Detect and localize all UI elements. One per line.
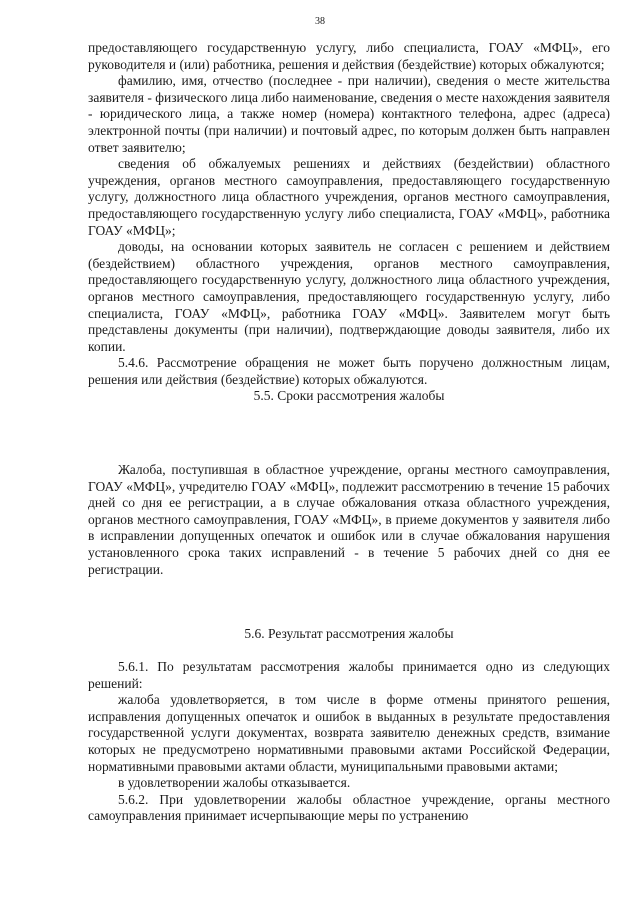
text-block-56	[88, 626, 610, 643]
paragraph: Жалоба, поступившая в областное учреждение, органы местного самоуправления, ГОАУ «МФЦ», учредителю ГОАУ «МФЦ», подлежит рассмотрению в течение 15 рабочих дней со дня ее регистрации, а в случае обжалования отказа областного учреждения, органов местного самоуправления, ГОАУ «МФЦ», в приеме документов у заявителя либо в исправлении допущенных опечаток и ошибок или в случае обжалования нарушения установленного срока таких исправлений - в течение 5 рабочих дней со дня ее регистрации.	[88, 462, 610, 577]
paragraph: в удовлетворении жалобы отказывается.	[118, 775, 351, 791]
paragraph: жалоба удовлетворяется, в том числе в форме отмены принятого решения, исправления допущенных опечаток и ошибок в выданных в результате предоставления государственной услуги документах, возврата заявителю денежных средств, взимание которых не предусмотрено нормативными правовыми актами Российской Федерации, нормативными правовыми актами области, муниципальными правовыми актами;	[88, 692, 610, 774]
paragraph: 5.4.6. Рассмотрение обращения не может быть поручено должностным лицам, решения или действия (бездействие) которых обжалуются.	[88, 355, 610, 387]
section-heading-5-6: 5.6. Результат рассмотрения жалобы	[244, 626, 454, 641]
text-block-56-body	[88, 659, 610, 825]
paragraph: 5.6.2. При удовлетворении жалобы областное учреждение, органы местного самоуправления принимает исчерпывающие меры по устранению	[88, 791, 610, 824]
paragraph: сведения об обжалуемых решениях и действиях (бездействии) областного учреждения, органов местного самоуправления, предоставляющего государственную услугу, должностного лица областного учреждения, органов местного самоуправления, предоставляющего государственную услугу либо специалиста, ГОАУ «МФЦ», работника ГОАУ «МФЦ»;	[88, 156, 610, 238]
paragraph: 5.6.1. По результатам рассмотрения жалобы принимается одно из следующих решений:	[88, 659, 610, 691]
page-number: 38	[315, 16, 325, 27]
text-block-55	[88, 462, 610, 578]
section-heading-5-5: 5.5. Сроки рассмотрения жалобы	[253, 388, 445, 404]
paragraph: доводы, на основании которых заявитель не согласен с решением и действием (бездействием) областного учреждения, органов местного самоуправления, предоставляющего государственную услугу, должностного лица областного учреждения, органов местного самоуправления, предоставляющего государственную услугу, либо специалиста, ГОАУ «МФЦ», работника ГОАУ «МФЦ». Заявителем могут быть представлены документы (при наличии), подтверждающие доводы заявителя, либо их копии.	[88, 239, 610, 354]
text-block-54	[88, 40, 610, 405]
paragraph: фамилию, имя, отчество (последнее - при наличии), сведения о месте жительства заявителя - физического лица либо наименование, сведения о месте нахождения заявителя - юридического лица, а также номер (номера) контактного телефона, адрес (адреса) электронной почты (при наличии) и почтовый адрес, по которым должен быть направлен ответ заявителю;	[88, 73, 610, 155]
paragraph: предоставляющего государственную услугу, либо специалиста, ГОАУ «МФЦ», его руководителя и (или) работника, решения и действия (бездействие) которых обжалуются;	[88, 40, 610, 72]
